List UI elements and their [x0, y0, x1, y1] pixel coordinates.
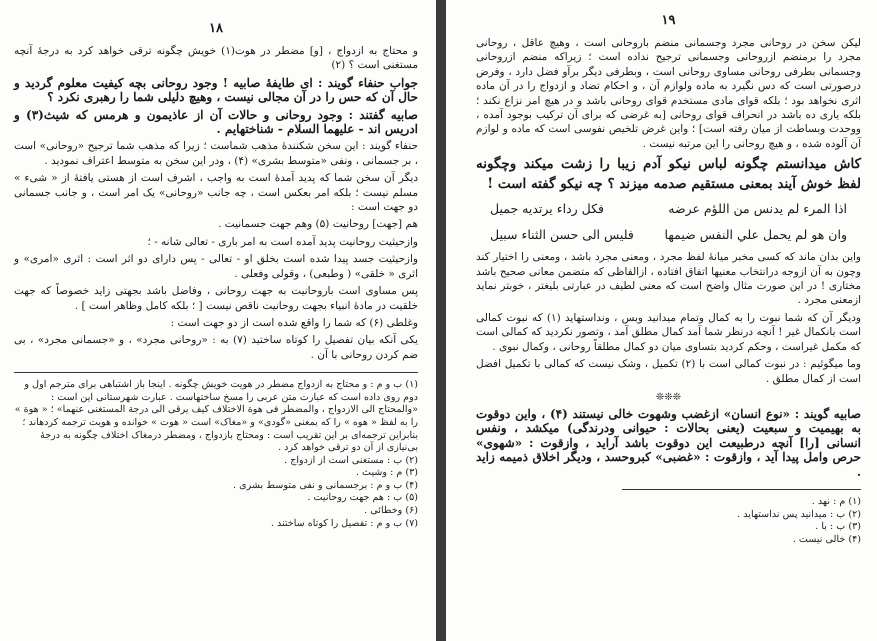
right-body-final — [476, 407, 861, 479]
paragraph: هم [جهت] روحانیت (۵) وهم جهت جسمانیت . — [218, 218, 418, 231]
quote-line: کاش میدانستم چگونه لباس نیکو آدم زیبا را زشت میکند وچگونه لفظ خوش آیند بمعنی مستقیم صدمه میزند ؟ چه نیکو گفته است ! — [476, 156, 861, 193]
right-body — [476, 36, 861, 194]
book-gutter — [436, 0, 446, 641]
footnote: (۳) ب : با . — [815, 521, 861, 533]
hemistich: اذا المرء لم يدنس من اللؤم عرضه — [668, 201, 847, 217]
paragraph: یکی آنکه بیان تفصیل را کوتاه ساختید (۷) به : «روحانی مجرد» ، و «جسمانی مجرد» ، بی ضم کردن روحانی با آن . — [14, 334, 418, 361]
page-number: ۱۸ — [209, 21, 223, 36]
paragraph: پس مساوی است باروحانیت به جهت روحانی ، وفاضل باشد بجهتی زاید خصوصاً که جهت خلقیت در مادهٔ انبیاء بجهت روحانیت ناقص نیست [ ؛ بلکه کامل وظاهر است ] . — [14, 285, 418, 312]
paragraph: وغلطی (۶) که شما را واقع شده است از دو جهت است : — [170, 316, 418, 329]
footnote-divider — [622, 489, 861, 490]
hemistich: وان هو لم يحمل علي النفس ضيمها — [664, 227, 847, 243]
hemistich: فليس الى حسن الثناء سبيل — [490, 227, 634, 243]
paragraph: واین بدان ماند که کسی مخبر میانهٔ لفظ مجرد ، ومعنی مجرد باشد ، ومعنی را اختیار کند وچون به آن ازوجه درانتخاب معنیها اتفاق افتاده ، ازالفاظی که متضمن معانی صحیح باشد مختاری ! در این صورت مثال واضح است که معنی لطیف در عبارتی بلیغتر ، خوبتر نماید ازمعنی مجرد . — [476, 251, 861, 307]
verse-line — [490, 198, 847, 220]
right-page — [446, 0, 877, 641]
footnote: (۱) ب و م : و محتاج به ازدواج مضطر در هویت خویش چگونه . اینجا باز اشتباهی برای مترجم اول و دوم روی داده است که عبارت متن عربی را مسخ ساختهاست . عبارت شهرستانی این است : «والمحتاج الی الازدواج ، والمضطر فی هوة الاختلاف کیف یرقی الی درجة المستغنی عنهما» ؛ « هوة » را به لفظ « هوه » را که بمعنی «گودی» و «مغاک» است « هوت » خوانده و هویت ترجمه کردهاند ؛ بنابراین ترجمه‌ای بر این تقریب است : ومحتاج بازدواج ، ومضطر درمغاک اختلاف چگونه به درجهٔ بی‌نیازی از آن دو ترقی خواهد کرد . — [14, 379, 418, 454]
paragraph: حنفاء گویند : این سخن شکنندهٔ مذهب شماست ؛ زیرا که مذهب شما ترجیح «روحانی» است ، بر جسمانی ، ونفی «متوسط بشری» (۴) ، ودر این سخن به متوسط اعتراف نمودید . — [14, 140, 418, 167]
paragraph: وازحیثیت جسد پیدا شده است بخلق او - تعالی - پس دارای دو اثر است : اثری «امری» و اثری « خلقی» ( وطبعی) ، وقولی وفعلی . — [14, 253, 418, 280]
paragraph: جواب حنفاء گویند : ای طایفهٔ صابیه ! وجود روحانی بچه کیفیت معلوم گردید و حال آن که حس را در آن مجالی نیست ، وهیچ دلیلی شما را رهبری نکرد ؟ — [14, 75, 418, 105]
right-body-continued — [476, 250, 861, 386]
footnotes — [476, 496, 861, 546]
paragraph: و محتاج به ازدواج ، [و] مضطر در هوت(۱) خویش چگونه ترقی خواهد کرد به درجهٔ آنچه مستغنی است ؟ (۲) — [14, 45, 418, 72]
paragraph: وما میگوئیم : در نبوت کمالی است با (۲) تکمیل ، وشک نیست که کمالی با تکمیل افضل است از کمال مطلق . — [476, 358, 861, 385]
footnotes — [14, 379, 418, 530]
left-body — [14, 44, 418, 362]
left-page — [0, 0, 436, 641]
page-number: ۱۹ — [661, 13, 676, 28]
footnote: (۲) ب : مستغنی است از ازدواج . — [284, 454, 418, 466]
footnote: (۱) م : نهد . — [811, 495, 861, 507]
paragraph: دیگر آن سخن شما که پدید آمدهٔ است به واجب ، اشرف است از هستی یافتهٔ از « شیء » مسلم نیست ؛ بلکه امر بعکس است ، چه جانب «روحانی» یک امر است ، و جانب جسمانی دو جهت است : — [14, 172, 418, 214]
paragraph: ودیگر آن که شما نبوت را به کمال وتمام میدانید وبس ، ونداستهاید (۱) که نبوت کمالی است بانکمال غیر ! آنچه درنظر شما آمد کمال مطلق آمد ، وتصور نکردید که کمالی است که مکمل غیراست ، وحکم کردید بتساوی میان دو کمال مطلقاً روحانی ، وکمال نبوی . — [476, 311, 862, 353]
hemistich: فكل رداء يرتديه جميل — [490, 201, 605, 217]
paragraph: لیکن سخن در روحانی مجرد وجسمانی منضم باروحانی است ، وهیچ عاقل ، روحانی مجرد را برمنضم ازروحانی وجسمانی ترجیح نداده است ؛ زیراکه منضم ازروحانی وجسمانی بطرفی روحانی مساوی روحانی است ، وبطرفی دیگر برآو فضل دارد ، وفرض درصورتی است که دس نگیرد به ماده ولوازم آن ، و احکام تضاد و ازدواج را در آن ماده اثری نخواهد بود ؛ بلکه قوای مادی مستخدم قوای روحانی باشد و در هیچ امر نزاع نکند ؛ بلکه یاری ده باشد در انحراف قوای روحانی [به غرضی که برای آن ترکیب بوجود آمده ، ووحدت وبساطت از میان رفته است] ؛ واین غرض تلخیص نفوسی است که ماده و لوازم آن آلوده شده ، و هیچ روحانی را این مرتبه نیست . — [476, 37, 861, 150]
footnote: (۶) وخطائی . — [364, 505, 418, 517]
footnote: (۲) ب : میدانید پس نداستهاید . — [737, 508, 861, 520]
footnote: (۵) ب : هم جهت روحانیت . — [307, 492, 418, 504]
arabic-couplet — [476, 198, 861, 246]
footnote: (۷) ب و م : تفصیل را کوتاه ساختند . — [270, 517, 418, 529]
footnote: (۴) خالی نیست . — [792, 533, 861, 545]
footnote: (۳) م : وشیث . — [355, 467, 418, 479]
footnote: (۴) ب و م : برجسمانی و نفی متوسط بشری . — [233, 479, 418, 491]
paragraph: وازحیثیت روحانیت پدید آمده است به امر باری - تعالی شانه - ؛ — [147, 235, 418, 248]
section-separator: ❊❊❊ — [655, 391, 682, 403]
paragraph: صابیه گفتند : وجود روحانی و حالات آن از عاذیمون و هرمس که شیث(۳) و ادریس اند - علیهما السلام - شناختهایم . — [14, 107, 418, 137]
footnote-divider — [14, 372, 418, 373]
paragraph: صابیه گویند : «نوع انسان» ازغضب وشهوت خالی نیستند (۴) ، واین دوقوت به بهیمیت و سبعیت (یعنی بحالات : حیوانی ودرندگی) میکشد ، ونفس انسانی [را] آنچه درطبیعت این دوقوت باشد آراید ، وازقوت : «شهوی» حرص وامل پیدا آید ، وازقوت : «غضبی» کبروحسد ، ودیگر اخلاق ذمیمه زاید . — [476, 406, 862, 479]
verse-line — [490, 224, 847, 246]
